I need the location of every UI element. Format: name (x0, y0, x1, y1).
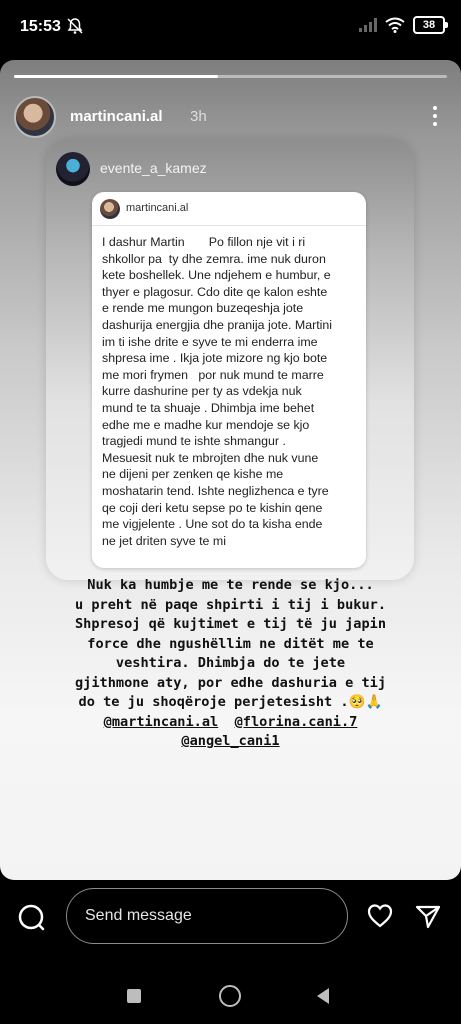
send-icon[interactable] (414, 902, 442, 930)
quoted-post-avatar (100, 199, 120, 219)
repost-avatar (56, 152, 90, 186)
send-message-input[interactable] (66, 888, 348, 944)
battery-indicator: 38 (413, 16, 445, 34)
mention-link[interactable]: @florina.cani.7 (234, 713, 358, 730)
quoted-post-header (92, 192, 366, 226)
back-button[interactable] (317, 988, 329, 1004)
quoted-post-text: I dashur Martin Po fillon nje vit i ri shkollor pa ty dhe zemra. ime nuk duron kete boshellek. Une ndjehem e humbur, e thyer e plagosur. Cdo dite qe kalon eshte e rende me mungon buzeqeshja jote dashurija energjia dhe pranija jote. Martini im ti ishe drite e syve te mi enderra ime shpresa ime . Ikja jote mizore ng kjo bote me mori frymen por nuk mund te marre kurre dashurine per ty as vdekja nuk mund te ta shuaje . Dhimbja ime behet edhe me e madhe kur mendoje se kjo tragjedi mund te ishte shmangur . Mesuesit nuk te mbrojten dhe nuk vune ne dijeni per zenken qe kishe me moshatarin tend. Ishte neglizhenca e tyre qe coji deri ketu sepse po te kishin qene me vigjelente . Une sot do ta kisha ende ne jet driten syve te mi (102, 235, 333, 548)
signal-icon (359, 18, 377, 32)
caption-text: Nuk ka humbje me te rende se kjo... u preht në paqe shpirti i tij i bukur. Shpresoj që kujtimet e tij të ju japin force dhe ngushëllim ne ditët me te veshtira. Dhimbja do te jete gjithmone aty, por edhe dashuria e tij do te ju shoqëroje perjetesisht .🥺🙏 (75, 577, 386, 710)
navigation-bar (0, 956, 461, 1024)
story-viewer[interactable] (0, 60, 461, 880)
status-bar (0, 0, 461, 56)
quoted-post-card (92, 192, 366, 568)
home-button[interactable] (219, 985, 241, 1007)
quoted-post-username: martincani.al (126, 202, 189, 214)
recent-apps-button[interactable] (127, 989, 141, 1003)
story-progress-fill (14, 75, 218, 78)
avatar[interactable] (14, 96, 56, 138)
send-message-placeholder: Send message (85, 907, 192, 924)
story-caption (0, 576, 461, 752)
mention-link[interactable]: @angel_cani1 (181, 733, 280, 749)
camera-icon[interactable] (18, 904, 46, 932)
message-bar (0, 880, 461, 956)
repost-username: evente_a_kamez (100, 160, 207, 176)
heart-icon[interactable] (366, 902, 394, 930)
mute-bell-icon (66, 17, 84, 35)
story-time: 3h (190, 108, 207, 125)
wifi-icon (385, 17, 405, 33)
story-username[interactable]: martincani.al (70, 108, 163, 125)
story-header (14, 96, 447, 140)
status-time: 15:53 (20, 18, 61, 35)
more-options-icon[interactable] (425, 100, 445, 132)
status-icons (359, 16, 445, 34)
story-progress-bar (14, 75, 447, 78)
mention-link[interactable]: @martincani.al (103, 713, 219, 730)
repost-card[interactable] (46, 140, 414, 580)
